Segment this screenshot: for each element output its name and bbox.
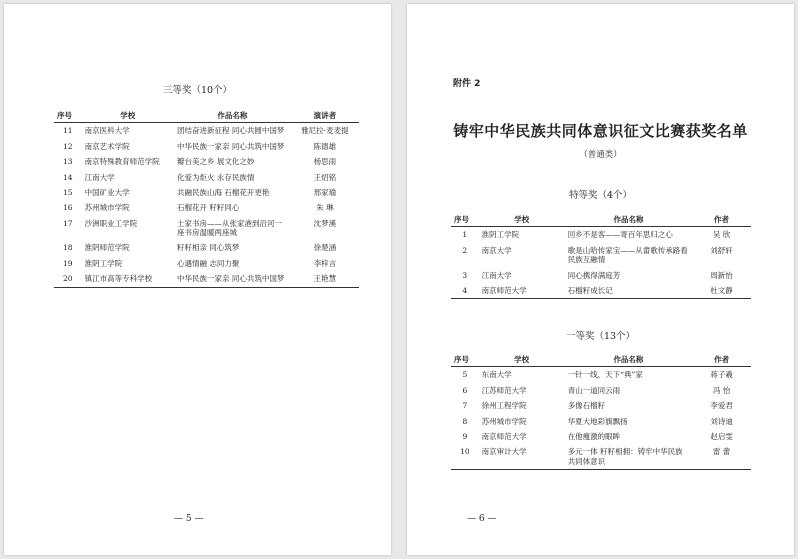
row-author: 刘舒轩 xyxy=(710,245,733,255)
table-row xyxy=(54,240,359,255)
header-number: 序号 xyxy=(451,355,479,367)
row-work: 心遇情融 志同力聚 xyxy=(176,258,240,268)
row-work: 同心携得满庭芳 xyxy=(567,270,621,280)
row-author: 沈梦溪 xyxy=(313,218,337,228)
header-work: 作品名称 xyxy=(565,215,692,227)
row-school: 南京医科大学 xyxy=(84,126,130,136)
row-school: 江南大学 xyxy=(481,270,512,280)
row-work: 共融民族山海 石榴花开更艳 xyxy=(176,187,270,197)
row-author: 雅尼拉·麦麦提 xyxy=(301,126,349,136)
row-number: 12 xyxy=(63,141,73,151)
row-work: 一针一线，天下“典”家 xyxy=(567,370,643,380)
row-school: 南京特殊教育师范学院 xyxy=(84,157,160,167)
row-author: 王炤铭 xyxy=(313,172,337,182)
row-work: 多元一体 籽籽相拥：铸牢中华民族共同体意识 xyxy=(565,444,693,469)
row-school: 镇江市高等专科学校 xyxy=(82,271,174,287)
row-author: 李爱君 xyxy=(710,401,733,411)
table-row xyxy=(54,271,359,287)
row-work: 在他瘦激的眼眸 xyxy=(567,431,621,441)
table-row xyxy=(451,383,751,398)
table-row xyxy=(54,216,359,241)
row-school: 南京师范大学 xyxy=(479,283,565,299)
row-work: 华夏大地彩旗飘扬 xyxy=(567,416,628,426)
table-row xyxy=(54,154,359,169)
row-school: 南京审计大学 xyxy=(479,444,565,469)
row-number: 13 xyxy=(63,157,73,167)
row-number: 16 xyxy=(63,203,73,213)
table-row xyxy=(54,200,359,215)
table-header-row xyxy=(54,111,359,123)
row-number: 10 xyxy=(451,444,479,469)
row-work: 青山一道同云雨 xyxy=(567,385,621,395)
row-author: 陈德雄 xyxy=(313,141,337,151)
row-author: 蒋子羲 xyxy=(710,370,733,380)
row-number: 8 xyxy=(462,416,468,426)
third-prize-table xyxy=(54,111,359,288)
row-number: 5 xyxy=(462,370,468,380)
row-number: 3 xyxy=(462,270,468,280)
row-author: 刘诗迪 xyxy=(710,416,733,426)
table-row xyxy=(451,444,751,469)
row-number: 1 xyxy=(462,230,468,240)
header-work: 作品名称 xyxy=(565,355,693,367)
table-row xyxy=(451,414,751,429)
table-row xyxy=(54,123,359,139)
row-school: 南京师范大学 xyxy=(481,431,527,441)
row-work: 团结奋进新征程 同心共圆中国梦 xyxy=(176,126,285,136)
page-number: — 6 — xyxy=(467,514,497,524)
row-number: 19 xyxy=(63,258,73,268)
row-number: 7 xyxy=(462,401,468,411)
row-school: 江苏师范大学 xyxy=(481,385,527,395)
row-number: 2 xyxy=(462,245,468,255)
row-number: 14 xyxy=(63,172,73,182)
table-header-row xyxy=(451,215,751,227)
row-school: 苏州城市学院 xyxy=(481,416,527,426)
row-work: 化爱为炬火 永存民族情 xyxy=(176,172,255,182)
row-work: 籽籽相亲 同心筑梦 xyxy=(176,243,240,253)
row-work: 石榴花开 籽籽同心 xyxy=(176,203,240,213)
row-number: 20 xyxy=(54,271,82,287)
row-work: 瓣台美之乡 展文化之妙 xyxy=(176,157,255,167)
row-school: 南京大学 xyxy=(481,245,512,255)
row-author: 徐楚涵 xyxy=(313,243,337,253)
row-school: 沙洲职业工学院 xyxy=(84,218,138,228)
row-school: 淮阴师范学院 xyxy=(84,243,130,253)
header-number: 序号 xyxy=(451,215,479,227)
header-school: 学校 xyxy=(479,215,565,227)
row-number: 6 xyxy=(462,385,468,395)
row-author: 吴 欣 xyxy=(712,230,731,240)
section-title-special-prize: 特等奖（4个） xyxy=(568,190,633,201)
row-school: 东南大学 xyxy=(481,370,512,380)
row-number: 18 xyxy=(63,243,73,253)
row-school: 中国矿业大学 xyxy=(84,187,130,197)
table-row xyxy=(54,170,359,185)
section-title-third-prize: 三等奖（10个） xyxy=(162,85,233,96)
header-number: 序号 xyxy=(54,111,82,123)
row-school: 南京艺术学院 xyxy=(84,141,130,151)
first-prize-table xyxy=(451,355,751,470)
row-work: 回乡不是客——寄百年思归之心 xyxy=(567,230,673,240)
table-row xyxy=(54,256,359,271)
section-title-first-prize: 一等奖（13个） xyxy=(565,331,636,342)
left-page xyxy=(4,4,391,555)
table-header-row xyxy=(451,355,751,367)
row-school: 徐州工程学院 xyxy=(481,401,527,411)
row-school: 江南大学 xyxy=(84,172,115,182)
page-number: — 5 — xyxy=(174,514,204,524)
row-number: 15 xyxy=(63,187,73,197)
document-title: 铸牢中华民族共同体意识征文比赛获奖名单 xyxy=(453,122,748,140)
table-row xyxy=(451,398,751,413)
row-work: 中华民族一家亲 同心共筑中国梦 xyxy=(174,271,291,287)
row-work: 土家书房——从张家港到沿河一座书房温暖两座城 xyxy=(176,218,282,237)
row-school: 苏州城市学院 xyxy=(84,203,130,213)
row-number: 11 xyxy=(63,126,73,136)
row-number: 4 xyxy=(451,283,479,299)
header-speaker: 演讲者 xyxy=(291,111,359,123)
row-author: 冯 怡 xyxy=(712,385,731,395)
row-author: 周新怡 xyxy=(710,270,733,280)
row-work: 多像石榴籽 xyxy=(567,401,606,411)
right-page xyxy=(407,4,794,555)
header-author: 作者 xyxy=(692,355,751,367)
table-row xyxy=(451,283,751,299)
row-author: 朱 琳 xyxy=(316,203,334,213)
row-author: 杨思雨 xyxy=(313,157,337,167)
table-row xyxy=(451,268,751,283)
header-work: 作品名称 xyxy=(174,111,291,123)
row-number: 9 xyxy=(462,431,468,441)
table-row xyxy=(54,185,359,200)
row-school: 淮阴工学院 xyxy=(84,258,123,268)
row-author: 杜文静 xyxy=(692,283,751,299)
header-school: 学校 xyxy=(82,111,174,123)
header-school: 学校 xyxy=(479,355,565,367)
row-author: 雷 蕾 xyxy=(692,444,751,469)
header-author: 作者 xyxy=(692,215,751,227)
row-author: 李梓言 xyxy=(313,258,337,268)
document-subtitle: （普通类） xyxy=(579,150,622,160)
annex-label: 附件 2 xyxy=(453,79,481,89)
table-row xyxy=(54,139,359,154)
table-row xyxy=(451,243,751,268)
row-author: 王艳慧 xyxy=(291,271,359,287)
table-row xyxy=(451,429,751,444)
row-work: 中华民族一家亲 同心共筑中国梦 xyxy=(176,141,285,151)
row-work: 石榴籽成长记 xyxy=(565,283,692,299)
table-row xyxy=(451,227,751,243)
row-author: 邢家瑜 xyxy=(313,187,337,197)
row-number: 17 xyxy=(63,218,73,228)
row-author: 赵启雯 xyxy=(710,431,733,441)
table-row xyxy=(451,367,751,383)
row-school: 淮阴工学院 xyxy=(481,230,520,240)
special-prize-table xyxy=(451,215,751,299)
row-work: 歌是山哈传家宝——从畲歌传承路看民族互融情 xyxy=(567,245,688,265)
